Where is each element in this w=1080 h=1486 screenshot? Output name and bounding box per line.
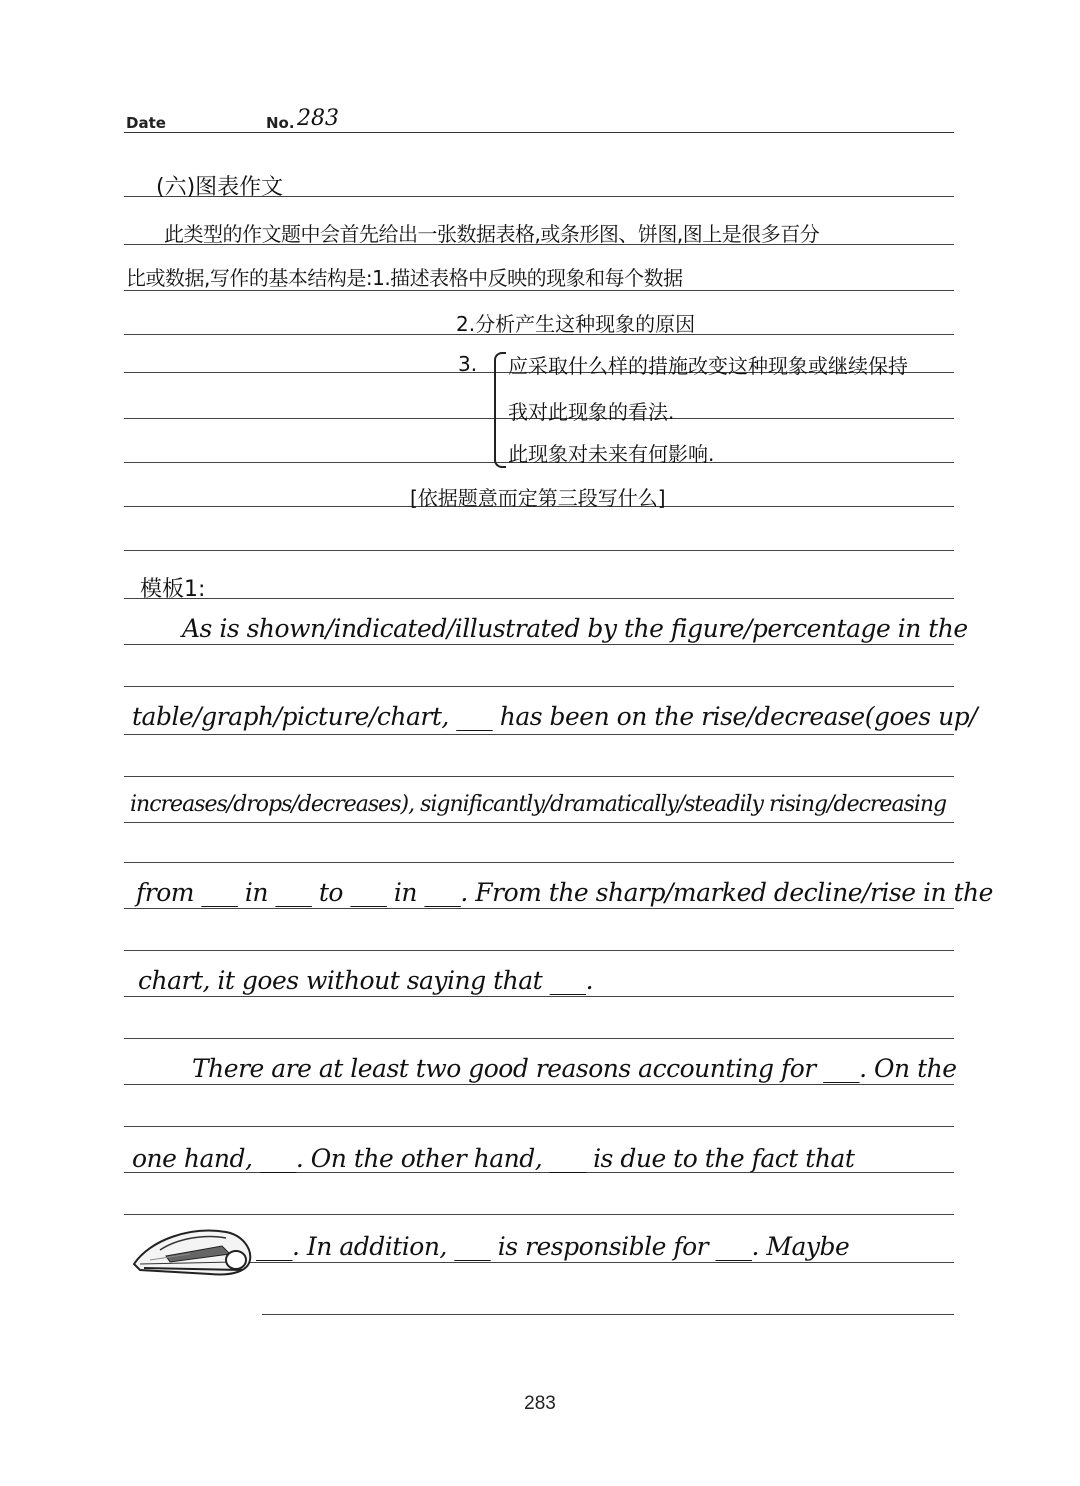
intro-point-2: 2.分析产生这种现象的原因 xyxy=(456,312,696,336)
intro-point-3-option-b: 我对此现象的看法. xyxy=(508,400,675,424)
ruled-line xyxy=(124,950,954,951)
template-line-3: increases/drops/decreases), significantly/dramatically/steadily rising/decreasing xyxy=(130,792,947,817)
ruled-line xyxy=(124,996,954,997)
train-illustration xyxy=(130,1220,256,1282)
ruled-line xyxy=(124,1038,954,1039)
section-title: (六)图表作文 xyxy=(156,175,284,200)
ruled-line xyxy=(124,1214,954,1215)
page-no-value: 283 xyxy=(297,106,339,131)
template-line-7: one hand, ___. On the other hand, ___ is due to the fact that xyxy=(132,1144,855,1173)
ruled-line xyxy=(250,1262,954,1263)
intro-note: [依据题意而定第三段写什么] xyxy=(410,486,666,510)
ruled-line xyxy=(124,644,954,645)
intro-line-2: 比或数据,写作的基本结构是:1.描述表格中反映的现象和每个数据 xyxy=(126,266,683,290)
ruled-line xyxy=(124,550,954,551)
point-3-brace xyxy=(494,352,506,468)
intro-line-1: 此类型的作文题中会首先给出一张数据表格,或条形图、饼图,图上是很多百分 xyxy=(164,222,820,246)
template-label: 模板1: xyxy=(140,577,206,602)
ruled-line xyxy=(124,908,954,909)
template-line-1: As is shown/indicated/illustrated by the figure/percentage in the xyxy=(182,614,968,643)
template-line-2: table/graph/picture/chart, ___ has been on the rise/decrease(goes up/ xyxy=(132,702,978,731)
intro-point-3-number: 3. xyxy=(458,352,478,376)
ruled-line xyxy=(124,734,954,735)
ruled-line xyxy=(124,862,954,863)
intro-point-3-option-c: 此现象对未来有何影响. xyxy=(508,442,715,466)
ruled-line xyxy=(124,1084,954,1085)
header-rule xyxy=(124,132,954,133)
date-label: Date xyxy=(126,114,166,132)
ruled-line xyxy=(124,686,954,687)
template-line-4: from ___ in ___ to ___ in ___. From the sharp/marked decline/rise in the xyxy=(136,878,993,907)
template-line-8: ___. In addition, ___ is responsible for ___. Maybe xyxy=(256,1232,850,1261)
intro-point-3-option-a: 应采取什么样的措施改变这种现象或继续保持 xyxy=(508,354,908,378)
template-line-5: chart, it goes without saying that ___. xyxy=(138,966,594,995)
ruled-line xyxy=(124,776,954,777)
no-label: No. xyxy=(266,114,295,132)
ruled-line xyxy=(124,822,954,823)
ruled-line xyxy=(124,1126,954,1127)
page-number: 283 xyxy=(524,1393,556,1414)
ruled-line xyxy=(262,1314,954,1315)
template-line-6: There are at least two good reasons accounting for ___. On the xyxy=(192,1054,957,1083)
ruled-line xyxy=(124,598,954,599)
